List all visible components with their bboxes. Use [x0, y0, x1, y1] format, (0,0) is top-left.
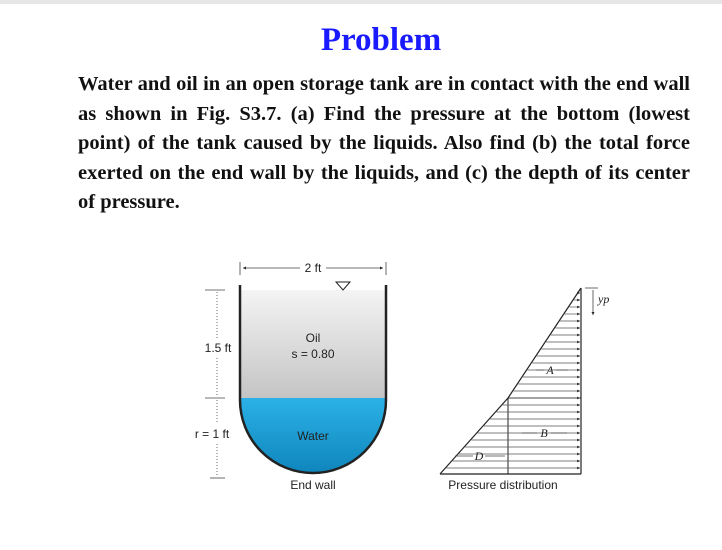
pressure-distribution-caption: Pressure distribution — [448, 478, 558, 492]
page-title: Problem — [320, 22, 442, 58]
end-wall-caption: End wall — [290, 478, 336, 492]
width-dimension — [240, 261, 386, 275]
oil-label: Oil — [305, 331, 321, 345]
tank-end-wall — [240, 282, 386, 473]
yp-label: yp — [598, 292, 610, 306]
width-label: 2 ft — [304, 261, 322, 275]
oil-specific-gravity: s = 0.80 — [291, 347, 335, 361]
radius-label: r = 1 ft — [194, 427, 230, 441]
region-d-label: D — [474, 449, 484, 463]
region-a-label: A — [546, 363, 554, 377]
pressure-distribution-diagram — [440, 288, 609, 474]
water-label: Water — [297, 429, 329, 443]
depth-dimensions — [195, 290, 232, 478]
problem-statement: Water and oil in an open storage tank are in contact with the end wall as shown in Fig. S3.7. (a) Find the pressure at the bottom (lowest point) of the tank caused by the liquids. Also find (b) the total force exerted on the end wall by the liquids, and (c) the depth of its center of pressure. — [78, 73, 690, 213]
region-b-label: B — [540, 426, 548, 440]
oil-depth-label: 1.5 ft — [204, 341, 232, 355]
free-surface-icon — [336, 282, 350, 290]
